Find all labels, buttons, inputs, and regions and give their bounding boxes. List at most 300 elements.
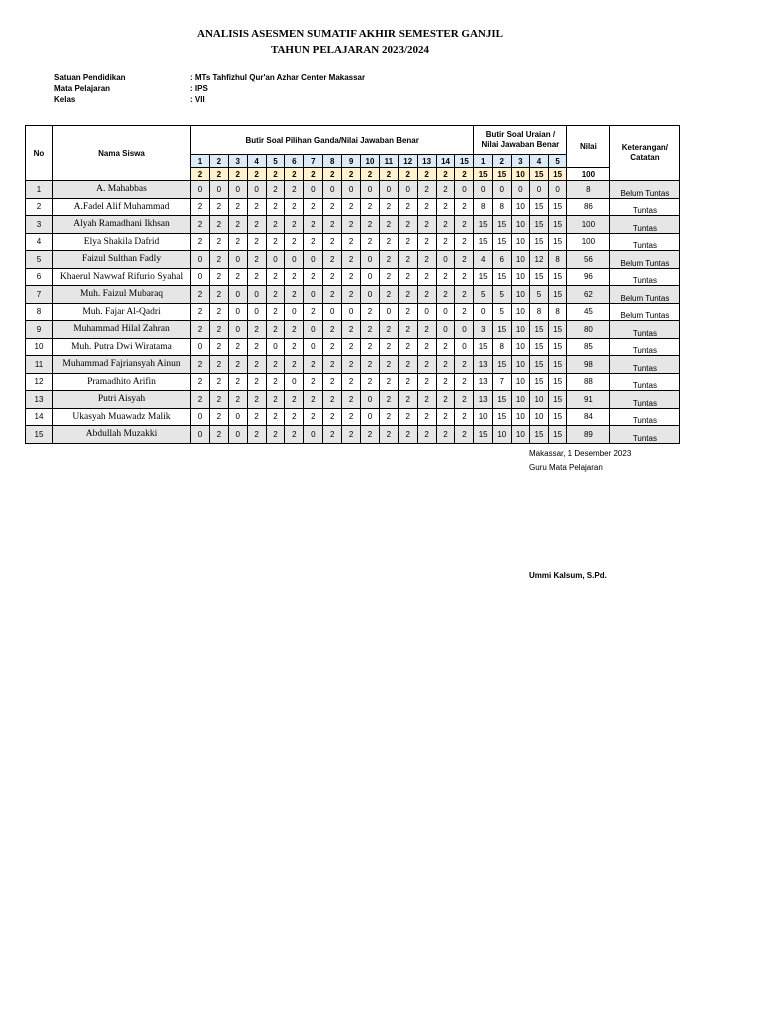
row-number: 15 xyxy=(26,426,53,444)
mc-score: 0 xyxy=(247,181,266,199)
mc-score: 2 xyxy=(417,286,436,304)
essay-score: 8 xyxy=(530,303,549,321)
mc-score: 2 xyxy=(209,216,228,234)
mc-score: 2 xyxy=(247,426,266,444)
mc-score: 2 xyxy=(361,373,380,391)
mc-score: 2 xyxy=(209,356,228,374)
mc-score: 2 xyxy=(455,356,474,374)
table-row xyxy=(26,338,680,356)
mc-score: 0 xyxy=(247,286,266,304)
mc-score: 2 xyxy=(436,181,455,199)
status-note: Tuntas xyxy=(610,373,680,391)
essay-score: 8 xyxy=(492,338,511,356)
row-number: 2 xyxy=(26,198,53,216)
mc-score: 0 xyxy=(191,426,210,444)
mc-score: 2 xyxy=(247,216,266,234)
mc-score: 2 xyxy=(266,216,285,234)
row-number: 8 xyxy=(26,303,53,321)
essay-score: 15 xyxy=(492,216,511,234)
mc-score: 2 xyxy=(266,408,285,426)
mc-score: 2 xyxy=(209,338,228,356)
student-rows xyxy=(26,181,680,444)
mc-score: 0 xyxy=(228,303,247,321)
mc-score: 2 xyxy=(398,198,417,216)
mc-score: 0 xyxy=(455,338,474,356)
mc-max-score: 2 xyxy=(209,168,228,181)
mc-score: 2 xyxy=(285,408,304,426)
table-row xyxy=(26,251,680,269)
essay-score: 0 xyxy=(474,181,493,199)
essay-max-score: 15 xyxy=(492,168,511,181)
mc-score: 0 xyxy=(361,181,380,199)
student-name: Muh. Fajar Al-Qadri xyxy=(53,303,191,321)
mc-score: 2 xyxy=(304,198,323,216)
essay-score: 0 xyxy=(511,181,530,199)
info-row-class xyxy=(54,94,365,105)
ket-header-line2: Catatan xyxy=(630,153,660,162)
row-number: 7 xyxy=(26,286,53,304)
essay-score: 0 xyxy=(548,181,567,199)
essay-score: 5 xyxy=(492,286,511,304)
row-number: 5 xyxy=(26,251,53,269)
essay-score: 10 xyxy=(511,268,530,286)
mc-score: 2 xyxy=(455,268,474,286)
mc-score: 2 xyxy=(266,391,285,409)
essay-score: 5 xyxy=(492,303,511,321)
mc-score: 2 xyxy=(209,286,228,304)
essay-score: 8 xyxy=(474,198,493,216)
mc-score: 2 xyxy=(247,391,266,409)
essay-score: 15 xyxy=(548,198,567,216)
final-score: 62 xyxy=(567,286,610,304)
mc-score: 2 xyxy=(379,321,398,339)
mc-score: 2 xyxy=(379,373,398,391)
mc-score: 2 xyxy=(304,356,323,374)
mc-max-score: 2 xyxy=(342,168,361,181)
student-name: Alyah Ramadhani Ikhsan xyxy=(53,216,191,234)
final-score: 100 xyxy=(567,216,610,234)
essay-score: 15 xyxy=(530,373,549,391)
mc-score: 2 xyxy=(379,216,398,234)
essay-score: 5 xyxy=(474,286,493,304)
mc-score: 0 xyxy=(304,321,323,339)
table-row xyxy=(26,356,680,374)
mc-score: 0 xyxy=(228,286,247,304)
mc-score: 2 xyxy=(266,268,285,286)
student-name: Muhammad Fajriansyah Ainun xyxy=(53,356,191,374)
mc-score: 0 xyxy=(361,268,380,286)
essay-item-number: 5 xyxy=(548,155,567,168)
mc-score: 2 xyxy=(342,426,361,444)
mc-item-number: 7 xyxy=(304,155,323,168)
mc-score: 0 xyxy=(191,268,210,286)
mc-score: 2 xyxy=(247,321,266,339)
mc-score: 2 xyxy=(266,286,285,304)
mc-score: 0 xyxy=(304,338,323,356)
mc-score: 2 xyxy=(417,233,436,251)
row-number: 1 xyxy=(26,181,53,199)
mc-score: 2 xyxy=(323,321,342,339)
mc-score: 2 xyxy=(436,338,455,356)
mc-score: 2 xyxy=(285,181,304,199)
final-score: 88 xyxy=(567,373,610,391)
row-number: 13 xyxy=(26,391,53,409)
mc-score: 2 xyxy=(379,233,398,251)
essay-header-line1: Butir Soal Uraian / xyxy=(485,130,556,139)
mc-score: 2 xyxy=(417,373,436,391)
mc-score: 2 xyxy=(436,286,455,304)
mc-score: 0 xyxy=(285,251,304,269)
mc-score: 2 xyxy=(323,408,342,426)
mc-score: 2 xyxy=(417,408,436,426)
mc-item-number: 2 xyxy=(209,155,228,168)
mc-score: 0 xyxy=(436,321,455,339)
mc-score: 2 xyxy=(398,338,417,356)
mc-score: 2 xyxy=(379,268,398,286)
mc-score: 2 xyxy=(455,233,474,251)
mc-score: 0 xyxy=(417,303,436,321)
mc-score: 2 xyxy=(398,251,417,269)
col-no-header: No xyxy=(26,126,53,181)
mc-score: 0 xyxy=(228,426,247,444)
mc-score: 2 xyxy=(209,268,228,286)
mc-score: 2 xyxy=(191,303,210,321)
mc-score: 0 xyxy=(285,303,304,321)
essay-score: 15 xyxy=(492,391,511,409)
mc-score: 2 xyxy=(398,373,417,391)
essay-score: 10 xyxy=(530,391,549,409)
mc-score: 0 xyxy=(342,181,361,199)
mc-score: 2 xyxy=(361,356,380,374)
essay-score: 10 xyxy=(511,216,530,234)
mc-score: 0 xyxy=(304,426,323,444)
mc-score: 2 xyxy=(285,391,304,409)
mc-score: 2 xyxy=(323,356,342,374)
status-note: Tuntas xyxy=(610,321,680,339)
mc-max-score: 2 xyxy=(266,168,285,181)
mc-score: 2 xyxy=(266,321,285,339)
row-number: 4 xyxy=(26,233,53,251)
mc-score: 2 xyxy=(436,233,455,251)
mc-max-score: 2 xyxy=(191,168,210,181)
final-score: 80 xyxy=(567,321,610,339)
student-name: Khaerul Nawwaf Rifurio Syahal xyxy=(53,268,191,286)
table-row xyxy=(26,198,680,216)
mc-score: 0 xyxy=(323,181,342,199)
mc-score: 2 xyxy=(361,321,380,339)
mc-score: 2 xyxy=(361,338,380,356)
mc-score: 2 xyxy=(191,233,210,251)
essay-score: 10 xyxy=(511,391,530,409)
mc-item-number: 3 xyxy=(228,155,247,168)
mc-score: 2 xyxy=(436,426,455,444)
essay-score: 13 xyxy=(474,391,493,409)
essay-score: 10 xyxy=(511,408,530,426)
mc-score: 0 xyxy=(191,338,210,356)
essay-score: 5 xyxy=(530,286,549,304)
student-name: Putri Aisyah xyxy=(53,391,191,409)
essay-max-score: 15 xyxy=(474,168,493,181)
essay-score: 15 xyxy=(548,216,567,234)
mc-score: 0 xyxy=(285,373,304,391)
essay-score: 15 xyxy=(492,321,511,339)
status-note: Tuntas xyxy=(610,268,680,286)
mc-score: 2 xyxy=(417,426,436,444)
student-name: Muh. Faizul Mubaraq xyxy=(53,286,191,304)
mc-score: 2 xyxy=(228,198,247,216)
mc-max-score: 2 xyxy=(398,168,417,181)
mc-score: 0 xyxy=(436,251,455,269)
mc-max-score: 2 xyxy=(436,168,455,181)
essay-score: 15 xyxy=(530,321,549,339)
info-label: Mata Pelajaran xyxy=(54,84,111,93)
essay-max-score: 15 xyxy=(548,168,567,181)
mc-score: 2 xyxy=(191,373,210,391)
mc-score: 2 xyxy=(417,216,436,234)
mc-score: 2 xyxy=(304,303,323,321)
mc-score: 2 xyxy=(247,356,266,374)
essay-score: 15 xyxy=(492,233,511,251)
mc-score: 2 xyxy=(436,198,455,216)
mc-score: 2 xyxy=(398,268,417,286)
essay-score: 15 xyxy=(548,408,567,426)
final-score: 86 xyxy=(567,198,610,216)
mc-score: 2 xyxy=(455,408,474,426)
mc-score: 2 xyxy=(342,233,361,251)
status-note: Tuntas xyxy=(610,216,680,234)
mc-score: 2 xyxy=(398,216,417,234)
row-number: 6 xyxy=(26,268,53,286)
essay-score: 0 xyxy=(530,181,549,199)
mc-score: 2 xyxy=(323,286,342,304)
mc-score: 2 xyxy=(398,391,417,409)
mc-score: 0 xyxy=(323,303,342,321)
mc-score: 2 xyxy=(361,303,380,321)
mc-max-score: 2 xyxy=(379,168,398,181)
mc-score: 2 xyxy=(455,198,474,216)
mc-score: 2 xyxy=(247,233,266,251)
essay-item-number: 1 xyxy=(474,155,493,168)
mc-score: 2 xyxy=(342,373,361,391)
mc-score: 2 xyxy=(266,356,285,374)
info-row-subject xyxy=(54,83,365,94)
mc-score: 2 xyxy=(342,408,361,426)
mc-score: 2 xyxy=(417,321,436,339)
status-note: Tuntas xyxy=(610,426,680,444)
student-name: Pramadhito Arifin xyxy=(53,373,191,391)
final-score: 100 xyxy=(567,233,610,251)
mc-score: 0 xyxy=(266,338,285,356)
mc-score: 2 xyxy=(323,391,342,409)
mc-score: 2 xyxy=(266,426,285,444)
mc-score: 2 xyxy=(266,198,285,216)
mc-score: 2 xyxy=(398,303,417,321)
mc-score: 2 xyxy=(398,356,417,374)
mc-score: 0 xyxy=(361,286,380,304)
mc-score: 2 xyxy=(304,233,323,251)
mc-score: 0 xyxy=(209,181,228,199)
mc-score: 2 xyxy=(323,373,342,391)
mc-score: 2 xyxy=(417,338,436,356)
essay-score: 10 xyxy=(511,426,530,444)
student-name: Ukasyah Muawadz Malik xyxy=(53,408,191,426)
essay-score: 15 xyxy=(530,233,549,251)
mc-score: 2 xyxy=(191,356,210,374)
teacher-name: Ummi Kalsum, S.Pd. xyxy=(529,571,607,580)
essay-item-number: 2 xyxy=(492,155,511,168)
mc-score: 2 xyxy=(323,233,342,251)
table-row xyxy=(26,233,680,251)
final-score: 56 xyxy=(567,251,610,269)
place-date: Makassar, 1 Desember 2023 xyxy=(529,449,632,458)
mc-score: 2 xyxy=(247,251,266,269)
essay-score: 10 xyxy=(511,356,530,374)
status-note: Tuntas xyxy=(610,408,680,426)
row-number: 10 xyxy=(26,338,53,356)
student-name: A. Mahabbas xyxy=(53,181,191,199)
essay-score: 13 xyxy=(474,373,493,391)
mc-score: 2 xyxy=(285,338,304,356)
essay-score: 8 xyxy=(492,198,511,216)
essay-score: 15 xyxy=(530,268,549,286)
mc-item-number: 1 xyxy=(191,155,210,168)
mc-score: 2 xyxy=(342,391,361,409)
mc-score: 2 xyxy=(323,426,342,444)
essay-score: 10 xyxy=(492,426,511,444)
essay-score: 12 xyxy=(530,251,549,269)
mc-score: 2 xyxy=(323,216,342,234)
student-name: Abdullah Muzakki xyxy=(53,426,191,444)
student-name: Muhammad Hilal Zahran xyxy=(53,321,191,339)
mc-score: 2 xyxy=(209,373,228,391)
table-row xyxy=(26,373,680,391)
mc-score: 2 xyxy=(342,356,361,374)
table-row xyxy=(26,286,680,304)
mc-score: 2 xyxy=(342,338,361,356)
essay-score: 4 xyxy=(474,251,493,269)
essay-score: 15 xyxy=(548,233,567,251)
mc-score: 0 xyxy=(361,408,380,426)
mc-score: 2 xyxy=(285,426,304,444)
mc-max-score: 2 xyxy=(323,168,342,181)
table-row xyxy=(26,303,680,321)
mc-score: 2 xyxy=(455,391,474,409)
mc-score: 2 xyxy=(285,356,304,374)
mc-score: 2 xyxy=(417,251,436,269)
status-note: Belum Tuntas xyxy=(610,181,680,199)
essay-score: 0 xyxy=(474,303,493,321)
mc-score: 2 xyxy=(209,408,228,426)
mc-score: 2 xyxy=(379,198,398,216)
mc-item-number: 11 xyxy=(379,155,398,168)
final-score: 98 xyxy=(567,356,610,374)
essay-score: 15 xyxy=(548,321,567,339)
status-note: Belum Tuntas xyxy=(610,286,680,304)
mc-max-score: 2 xyxy=(247,168,266,181)
mc-item-number: 9 xyxy=(342,155,361,168)
essay-score: 10 xyxy=(511,321,530,339)
essay-score: 6 xyxy=(492,251,511,269)
status-note: Tuntas xyxy=(610,391,680,409)
mc-score: 2 xyxy=(455,426,474,444)
final-score: 89 xyxy=(567,426,610,444)
mc-score: 2 xyxy=(323,251,342,269)
mc-score: 0 xyxy=(455,321,474,339)
mc-score: 0 xyxy=(191,408,210,426)
mc-score: 2 xyxy=(304,408,323,426)
status-note: Belum Tuntas xyxy=(610,303,680,321)
mc-score: 0 xyxy=(247,303,266,321)
mc-score: 2 xyxy=(191,286,210,304)
mc-score: 2 xyxy=(379,426,398,444)
info-row-school xyxy=(54,72,365,83)
mc-max-score: 2 xyxy=(361,168,380,181)
mc-score: 2 xyxy=(304,391,323,409)
mc-score: 2 xyxy=(342,268,361,286)
row-number: 3 xyxy=(26,216,53,234)
ket-header-line1: Keterangan/ xyxy=(621,143,669,152)
mc-score: 2 xyxy=(398,426,417,444)
final-score: 96 xyxy=(567,268,610,286)
table-row xyxy=(26,268,680,286)
mc-score: 2 xyxy=(304,373,323,391)
mc-score: 0 xyxy=(228,251,247,269)
mc-score: 2 xyxy=(455,216,474,234)
row-number: 11 xyxy=(26,356,53,374)
essay-score: 15 xyxy=(548,356,567,374)
row-number: 14 xyxy=(26,408,53,426)
mc-item-number: 5 xyxy=(266,155,285,168)
final-score: 45 xyxy=(567,303,610,321)
info-label: Kelas xyxy=(54,95,76,104)
mc-score: 2 xyxy=(285,286,304,304)
header-row xyxy=(26,126,680,155)
essay-max-score: 15 xyxy=(530,168,549,181)
mc-score: 0 xyxy=(361,391,380,409)
status-note: Belum Tuntas xyxy=(610,251,680,269)
mc-score: 0 xyxy=(228,408,247,426)
essay-score: 15 xyxy=(530,426,549,444)
essay-score: 10 xyxy=(530,408,549,426)
essay-max-score: 10 xyxy=(511,168,530,181)
mc-score: 2 xyxy=(398,321,417,339)
mc-score: 2 xyxy=(266,233,285,251)
essay-score: 10 xyxy=(511,286,530,304)
score-table xyxy=(25,125,680,444)
final-score: 85 xyxy=(567,338,610,356)
essay-score: 15 xyxy=(474,233,493,251)
mc-score: 2 xyxy=(398,286,417,304)
mc-score: 0 xyxy=(266,251,285,269)
mc-score: 0 xyxy=(228,321,247,339)
mc-score: 2 xyxy=(285,268,304,286)
mc-score: 2 xyxy=(247,408,266,426)
mc-score: 2 xyxy=(285,321,304,339)
essay-score: 10 xyxy=(511,198,530,216)
mc-score: 2 xyxy=(266,181,285,199)
essay-score: 15 xyxy=(530,338,549,356)
mc-score: 2 xyxy=(266,303,285,321)
col-mc-header: Butir Soal Pilihan Ganda/Nilai Jawaban Benar xyxy=(191,126,474,155)
mc-score: 2 xyxy=(247,198,266,216)
mc-score: 2 xyxy=(361,198,380,216)
essay-score: 15 xyxy=(474,338,493,356)
mc-score: 2 xyxy=(379,391,398,409)
mc-item-number: 10 xyxy=(361,155,380,168)
mc-score: 2 xyxy=(436,356,455,374)
mc-score: 2 xyxy=(191,391,210,409)
essay-score: 0 xyxy=(492,181,511,199)
